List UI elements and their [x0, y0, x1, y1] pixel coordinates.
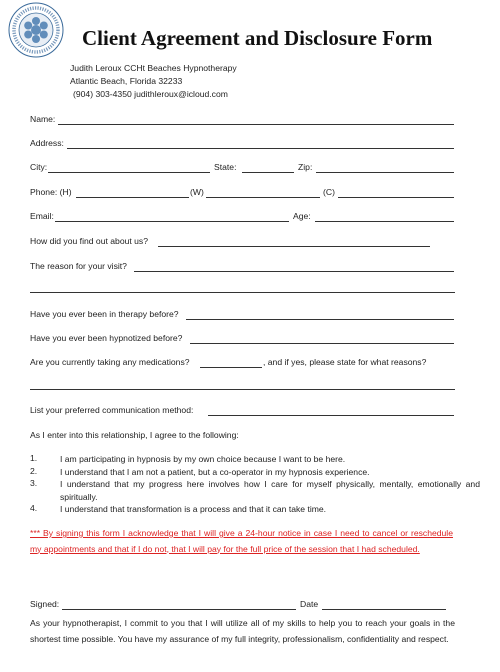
city-label: City:: [30, 162, 48, 172]
age-field[interactable]: [315, 221, 454, 222]
agreement-item-text: I understand that transformation is a process and that it can take time.: [60, 504, 327, 514]
contact-phone-email: (904) 303-4350 judithleroux@icloud.com: [73, 89, 228, 99]
reason-field-continued[interactable]: [30, 292, 455, 293]
zip-label: Zip:: [298, 162, 313, 172]
reason-label: The reason for your visit?: [30, 261, 127, 271]
association-logo: [8, 2, 64, 58]
agreement-item-number: 3.: [30, 478, 38, 488]
therapy-field[interactable]: [186, 319, 454, 320]
referral-field[interactable]: [158, 246, 430, 247]
contact-address: Atlantic Beach, Florida 32233: [70, 76, 183, 86]
phone-work-field[interactable]: [206, 197, 320, 198]
agreement-item-number: 1.: [30, 453, 38, 463]
agreement-item-number: 4.: [30, 503, 38, 513]
phone-work-label: (W): [190, 187, 204, 197]
communication-label: List your preferred communication method:: [30, 405, 194, 415]
closing-statement: As your hypnotherapist, I commit to you that I will utilize all of my skills to help you to reach your goals in the shortest time possible. You have my assurance of my full integrity, professionalism, confidentiality and respect.: [30, 618, 455, 644]
zip-field[interactable]: [316, 172, 454, 173]
signature-field[interactable]: [62, 609, 296, 610]
medications-reason-label: , and if yes, please state for what reasons?: [263, 357, 427, 367]
age-label: Age:: [293, 211, 311, 221]
city-field[interactable]: [48, 172, 210, 173]
state-field[interactable]: [242, 172, 294, 173]
phone-cell-label: (C): [323, 187, 335, 197]
date-label: Date: [300, 599, 319, 609]
email-field[interactable]: [55, 221, 289, 222]
name-field[interactable]: [58, 124, 454, 125]
medications-field[interactable]: [200, 367, 262, 368]
address-label: Address:: [30, 138, 64, 148]
email-label: Email:: [30, 211, 54, 221]
medications-label: Are you currently taking any medications?: [30, 357, 190, 367]
hypnotized-label: Have you ever been hypnotized before?: [30, 333, 183, 343]
address-field[interactable]: [67, 148, 454, 149]
signed-label: Signed:: [30, 599, 60, 609]
agreement-item-text: I understand that I am not a patient, but a co-operator in my hypnosis experience.: [60, 467, 370, 477]
name-label: Name:: [30, 114, 56, 124]
therapy-label: Have you ever been in therapy before?: [30, 309, 179, 319]
agreement-item-number: 2.: [30, 466, 38, 476]
cancellation-notice: *** By signing this form I acknowledge that I will give a 24-hour notice in case I need to cancel or reschedule my appointments and that if I do not, that I will pay for the full price of the session that I had scheduled.: [30, 528, 453, 554]
date-field[interactable]: [322, 609, 446, 610]
agreement-item-text: I am participating in hypnosis by my own choice because I want to be here.: [60, 454, 346, 464]
hypnotized-field[interactable]: [190, 343, 454, 344]
contact-name: Judith Leroux CCHt Beaches Hypnotherapy: [70, 63, 237, 73]
medications-reason-field[interactable]: [30, 389, 455, 390]
referral-label: How did you find out about us?: [30, 236, 149, 246]
agreement-item-text: I understand that my progress here involves how I care for myself physically, mentally, emotionally and spiritually.: [60, 479, 480, 502]
phone-home-field[interactable]: [76, 197, 189, 198]
communication-field[interactable]: [208, 415, 454, 416]
phone-home-label: Phone: (H): [30, 187, 72, 197]
reason-field[interactable]: [134, 271, 454, 272]
state-label: State:: [214, 162, 237, 172]
form-title: Client Agreement and Disclosure Form: [82, 26, 433, 50]
phone-cell-field[interactable]: [338, 197, 454, 198]
agreement-intro: As I enter into this relationship, I agree to the following:: [30, 430, 239, 440]
